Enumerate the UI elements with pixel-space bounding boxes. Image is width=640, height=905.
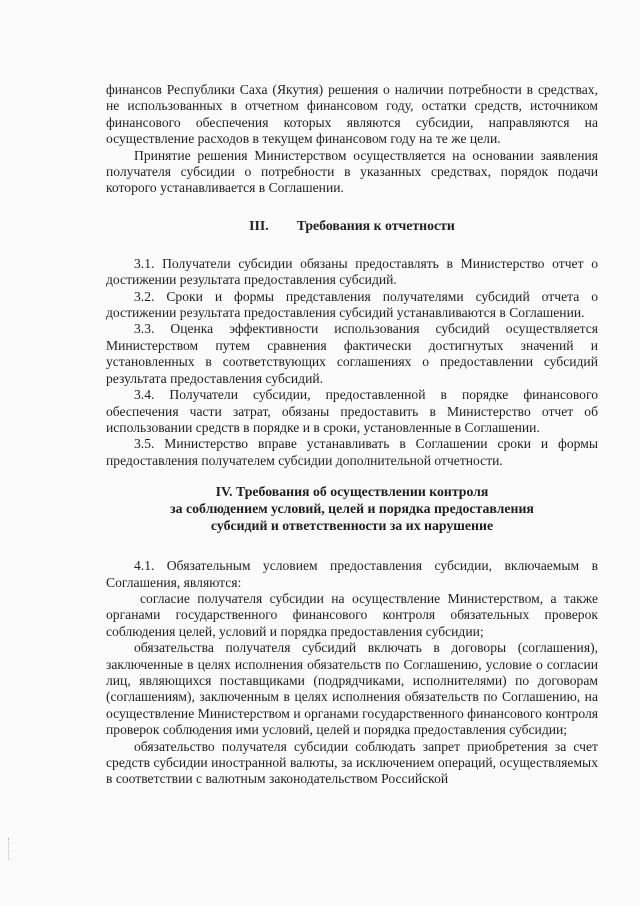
- clause-4-1-item: согласие получателя субсидии на осуществление Министерством, а также органами государственного финансового контроля обязательных проверок соблюдения целей, условий и порядка предоставления субсидии;: [106, 590, 598, 639]
- clause-4-1: 4.1. Обязательным условием предоставления субсидии, включаемым в Соглашения, являются:: [106, 558, 598, 590]
- section-number: III.: [249, 217, 269, 233]
- scan-margin-mark: [8, 838, 12, 860]
- clause-3-1: 3.1. Получатели субсидии обязаны предоставлять в Министерство отчет о достижении результата предоставления субсидий.: [106, 255, 598, 288]
- clause-3-3: 3.3. Оценка эффективности использования субсидий осуществляется Министерством путем сравнения фактически достигнутых значений и установленных в соответствующих соглашениях о предоставлении субсидий результата предоставления субсидий.: [106, 321, 598, 386]
- section-title-line: за соблюдением условий, целей и порядка предоставления: [170, 501, 534, 517]
- clause-3-4: 3.4. Получатели субсидии, предоставленной в порядке финансового обеспечения части затрат, обязаны предоставить в Министерство отчет об использовании средств в порядке и в сроки, установленные в Соглашении.: [106, 387, 598, 435]
- section-3-heading: [106, 217, 598, 234]
- section-title-line: IV. Требования об осуществлении контроля: [215, 484, 489, 500]
- section-title: Требования к отчетности: [296, 217, 455, 233]
- clause-3-5: 3.5. Министерство вправе устанавливать в Соглашении сроки и формы предоставления получателем субсидии дополнительной отчетности.: [106, 436, 598, 468]
- clause-4-1-item: обязательство получателя субсидии соблюдать запрет приобретения за счет средств субсидии иностранной валюты, за исключением операций, осуществляемых в соответствии с валютным законодательством Российской: [106, 738, 598, 787]
- clause-3-2: 3.2. Сроки и формы представления получателями субсидий отчета о достижении результата предоставления субсидий устанавливаются в Соглашении.: [106, 288, 598, 321]
- paragraph: Принятие решения Министерством осуществляется на основании заявления получателя субсидии о потребности в указанных средствах, порядок подачи которого устанавливается в Соглашении.: [106, 147, 598, 196]
- section-title-line: субсидий и ответственности за их нарушение: [210, 518, 494, 534]
- section-4-heading: [106, 483, 598, 534]
- document-body: [106, 82, 598, 788]
- paragraph: финансов Республики Саха (Якутия) решения о наличии потребности в средствах, не использованных в отчетном финансовом году, остатки средств, источником финансового обеспечения которых являются субсидии, направляются на осуществление расходов в текущем финансовом году на те же цели.: [106, 82, 598, 147]
- clause-4-1-item: обязательства получателя субсидий включать в договоры (соглашения), заключенные в целях исполнения обязательств по Соглашению, условие о согласии лиц, являющихся поставщиками (подрядчиками, исполнителями) по договорам (соглашениям), заключенным в целях исполнения обязательств по Соглашению, на осуществление Министерством и органами государственного финансового контроля проверок соблюдения ими условий, целей и порядка предоставления субсидии;: [106, 640, 598, 738]
